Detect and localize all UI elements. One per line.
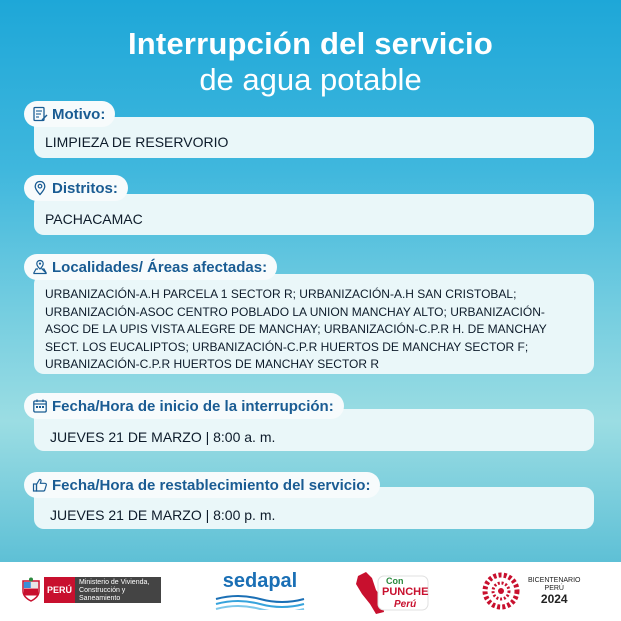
conpunche-text-1: Con (386, 576, 404, 586)
restablecimiento-value: JUEVES 21 DE MARZO | 8:00 p. m. (50, 507, 276, 523)
inicio-label (24, 393, 344, 419)
peru-coat-of-arms-icon (20, 577, 42, 603)
motivo-label (24, 101, 115, 127)
localidades-label (24, 254, 277, 280)
localidades-box (34, 274, 594, 374)
restablecimiento-label (24, 472, 380, 498)
map-area-icon (32, 259, 48, 275)
ministry-name: Ministerio de Vivienda, Construcción y Saneamiento (75, 577, 161, 603)
bicentenario-text (528, 577, 581, 606)
bicentenario-line-2: PERÚ (544, 584, 564, 592)
con-punche-peru-logo (352, 568, 434, 618)
localidades-line-2: URBANIZACIÓN-ASOC CENTRO POBLADO LA UNION MANCHAY ALTO; URBANIZACIÓN- (45, 304, 545, 319)
ministry-logo (20, 577, 161, 603)
conpunche-text-3: Perú (394, 599, 417, 610)
localidades-line-5: URBANIZACIÓN-C.P.R HUERTOS DE MANCHAY SECTOR R (45, 357, 380, 372)
distritos-label-text: Distritos: (52, 179, 118, 197)
bicentenario-emblem-icon (480, 570, 522, 612)
bicentenario-logo (480, 570, 581, 612)
localidades-line-1: URBANIZACIÓN-A.H PARCELA 1 SECTOR R; URBANIZACIÓN-A.H SAN CRISTOBAL; (45, 287, 517, 301)
motivo-box (34, 117, 594, 158)
inicio-value: JUEVES 21 DE MARZO | 8:00 a. m. (50, 429, 276, 445)
location-pin-icon (32, 180, 48, 196)
bicentenario-line-1: BICENTENARIO (528, 576, 581, 584)
wave-icon (214, 594, 306, 610)
sedapal-logo (214, 570, 306, 616)
sedapal-wordmark: sedapal (222, 570, 298, 592)
title-line-1: Interrupción del servicio (127, 26, 494, 61)
thumbs-up-icon (32, 477, 48, 493)
inicio-label-text: Fecha/Hora de inicio de la interrupción: (52, 397, 334, 415)
document-edit-icon (32, 106, 48, 122)
distritos-value: PACHACAMAC (45, 211, 143, 227)
calendar-icon (32, 398, 48, 414)
footer-logos (0, 562, 621, 621)
conpunche-text-2: PUNCHE (382, 586, 429, 598)
localidades-line-4: SECT. LOS EUCALIPTOS; URBANIZACIÓN-C.P.R HUERTOS DE MANCHAY SECTOR F; (45, 339, 529, 354)
localidades-line-3: ASOC DE LA UPIS VISTA ALEGRE DE MANCHAY; URBANIZACIÓN-C.P.R H. DE MANCHAY (45, 322, 547, 337)
peru-badge: PERÚ (44, 577, 75, 603)
restablecimiento-label-text: Fecha/Hora de restablecimiento del servicio: (52, 476, 371, 494)
localidades-label-text: Localidades/ Áreas afectadas: (52, 258, 268, 276)
motivo-label-text: Motivo: (52, 105, 106, 123)
motivo-value: LIMPIEZA DE RESERVORIO (45, 134, 229, 150)
distritos-label (24, 175, 128, 201)
title-line-2: de agua potable (199, 62, 422, 97)
bicentenario-year: 2024 (540, 591, 568, 606)
